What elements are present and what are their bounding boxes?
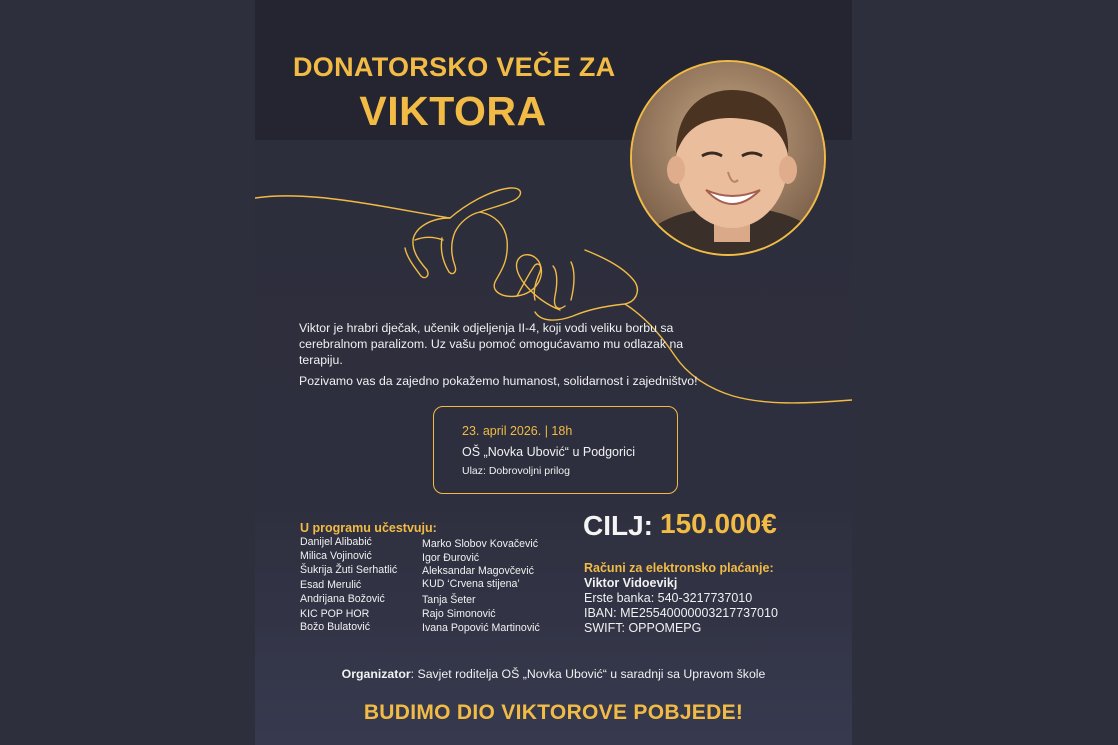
participant: Milica Vojinović [300, 550, 372, 562]
participant: Božo Bulatović [300, 621, 371, 633]
participant: Ivana Popović Martinović [422, 622, 540, 634]
goal-value: 150.000€ [660, 508, 777, 539]
slogan: BUDIMO DIO VIKTOROVE POBJEDE! [363, 701, 744, 724]
goal-label: CILJ: [583, 510, 653, 541]
participant: KIC POP HOR [300, 608, 370, 620]
iban: IBAN: ME25540000003217737010 [584, 606, 778, 620]
title-line-1: DONATORSKO VEČE ZA [293, 52, 616, 82]
participant: Marko Slobov Kovačević [422, 538, 538, 550]
event-details-box [433, 406, 678, 494]
organizer-label: Organizator [341, 667, 411, 681]
participant: Šukrija Žuti Serhatlić [300, 564, 398, 576]
title-line-2: VIKTORA [359, 88, 547, 134]
organizer-line [255, 667, 852, 681]
program-title: U programu učestvuju: [300, 521, 437, 535]
event-entry: Ulaz: Dobrovoljni prilog [462, 465, 570, 477]
participant: Aleksandar Magovčević [422, 565, 534, 577]
participant: Rajo Simonović [422, 608, 496, 620]
participant: KUD ‘Crvena stijena’ [422, 578, 520, 590]
poster [255, 0, 852, 745]
intro-paragraph: Viktor je hrabri dječak, učenik odjeljenja II-4, koji vodi veliku borbu sa cerebralnom paralizom. Uz vašu pomoć omogućavamo mu odlazak na terapiju. [299, 321, 684, 367]
swift: SWIFT: OPPOMEPG [584, 621, 702, 635]
account-holder: Viktor Vidoevikj [584, 576, 678, 590]
invitation-text: Pozivamo vas da zajedno pokažemo humanost, solidarnost i zajedništvo! [299, 374, 698, 388]
bank-account: Erste banka: 540-3217737010 [584, 591, 753, 605]
event-datetime: 23. april 2026. | 18h [462, 424, 573, 438]
participant: Andrijana Božović [300, 593, 385, 605]
event-place: OŠ „Novka Ubović“ u Podgorici [462, 445, 635, 459]
participant: Esad Merulić [300, 579, 362, 591]
child-portrait-icon [630, 60, 826, 256]
organizer-text: : Savjet roditelja OŠ „Novka Ubović“ u saradnji sa Upravom škole [410, 667, 766, 681]
participant: Danijel Alibabić [300, 536, 372, 548]
participant: Igor Đurović [422, 552, 480, 564]
accounts-title: Računi za elektronsko plaćanje: [584, 561, 774, 575]
participant: Tanja Šeter [422, 594, 476, 606]
